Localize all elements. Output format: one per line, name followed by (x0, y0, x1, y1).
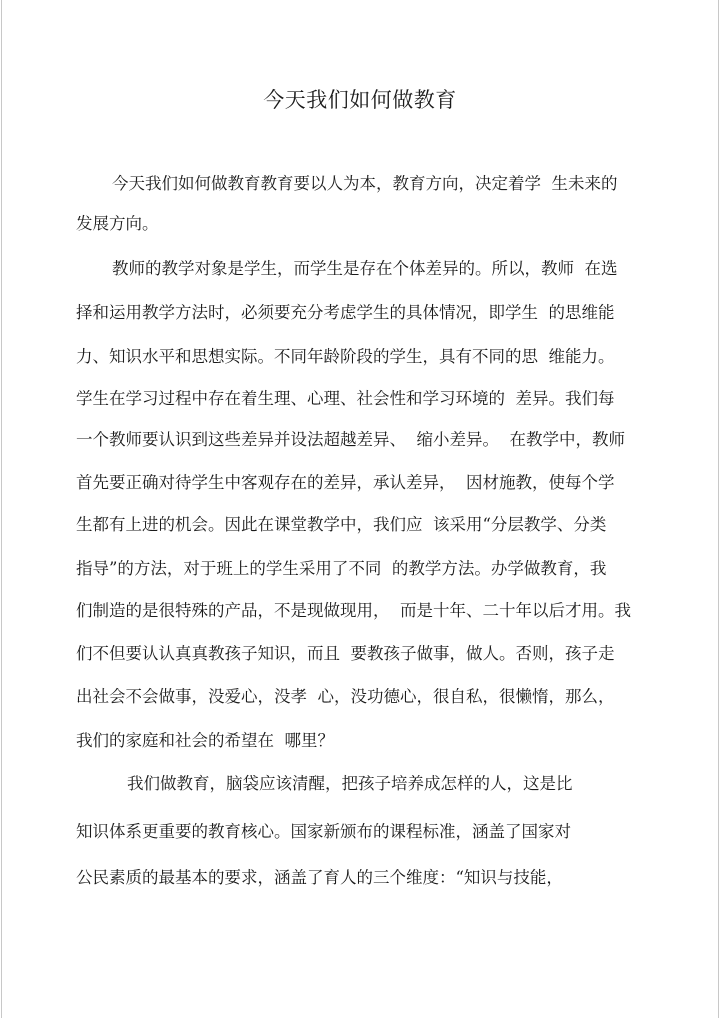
body-line-2: 发展方向。 (76, 214, 159, 233)
body-line-1: 今天我们如何做教育教育要以人为本，教育方向，决定着学 生未来的 (112, 174, 618, 193)
page-edge-left (1, 0, 2, 1018)
body-line-6: 学生在学习过程中存在着生理、心理、社会性和学习环境的 差异。我们每 (76, 389, 615, 408)
body-line-5: 力、知识水平和思想实际。不同年龄阶段的学生，具有不同的思 维能力。 (76, 347, 615, 366)
page-edge-right (718, 0, 719, 1018)
body-line-3: 教师的教学对象是学生，而学生是存在个体差异的。所以，教师 在选 (112, 259, 618, 278)
body-line-11: 们制造的是很特殊的产品，不是现做现用， 而是十年、二十年以后才用。我 (76, 601, 631, 620)
body-line-13: 出社会不会做事，没爱心，没孝 心，没功德心，很自私，很懒惰，那么， (76, 687, 615, 706)
body-line-16: 知识体系更重要的教育核心。国家新颁布的课程标准，涵盖了国家对 (76, 822, 571, 841)
body-line-15: 我们做教育，脑袋应该清醒，把孩子培养成怎样的人，这是比 (127, 774, 573, 793)
document-title: 今天我们如何做教育 (263, 88, 457, 112)
body-line-4: 择和运用教学方法时，必须要充分考虑学生的具体情况，即学生 的思维能 (76, 303, 615, 322)
body-line-9: 生都有上进的机会。因此在课堂教学中，我们应 该采用“分层教学、分类 (76, 515, 607, 534)
body-line-8: 首先要正确对待学生中客观存在的差异，承认差异， 因材施教，使每个学 (76, 473, 615, 492)
body-line-7: 一个教师要认识到这些差异并设法超越差异、 缩小差异。 在教学中，教师 (76, 430, 625, 449)
body-line-17: 公民素质的最基本的要求，涵盖了育人的三个维度：“知识与技能， (76, 868, 563, 887)
body-line-12: 们不但要认认真真教孩子知识，而且 要教孩子做事，做人。否则，孩子走 (76, 644, 615, 663)
body-line-10: 指导”的方法，对于班上的学生采用了不同 的教学方法。办学做教育，我 (76, 559, 607, 578)
body-line-14: 我们的家庭和社会的希望在 哪里？ (76, 731, 334, 750)
